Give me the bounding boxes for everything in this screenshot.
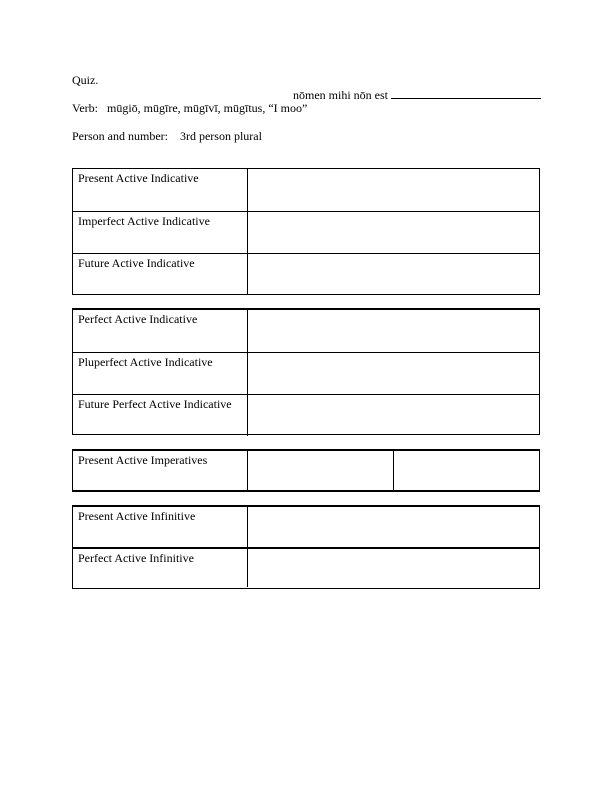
table-row bbox=[73, 169, 539, 211]
answer-cell-present-active-infinitive[interactable] bbox=[248, 507, 539, 547]
table-row bbox=[73, 507, 539, 547]
answer-cell-present-active-indicative[interactable] bbox=[248, 169, 539, 211]
perfect-system-table bbox=[72, 308, 540, 435]
answer-cell-perfect-active-indicative[interactable] bbox=[248, 310, 539, 352]
row-label: Perfect Active Infinitive bbox=[73, 549, 248, 587]
row-label: Pluperfect Active Indicative bbox=[73, 353, 248, 394]
table-row bbox=[73, 547, 539, 587]
table-row bbox=[73, 352, 539, 394]
verb-line: Verb: mūgiō, mūgīre, mūgīvī, mūgītus, “I moo” bbox=[72, 101, 308, 115]
row-label: Imperfect Active Indicative bbox=[73, 212, 248, 253]
table-row bbox=[73, 451, 539, 490]
name-label: nōmen mihi nōn est bbox=[293, 88, 388, 102]
present-system-table bbox=[72, 168, 540, 295]
answer-cell-perfect-active-infinitive[interactable] bbox=[248, 549, 539, 587]
answer-cell-future-active-indicative[interactable] bbox=[248, 254, 539, 295]
table-row bbox=[73, 253, 539, 295]
row-label: Present Active Indicative bbox=[73, 169, 248, 211]
row-label: Present Active Infinitive bbox=[73, 507, 248, 547]
row-label: Present Active Imperatives bbox=[73, 451, 248, 490]
row-label: Future Perfect Active Indicative bbox=[73, 395, 248, 436]
answer-cell-imperative-singular[interactable] bbox=[248, 451, 394, 490]
answer-cell-future-perfect-active-indicative[interactable] bbox=[248, 395, 539, 436]
table-row bbox=[73, 211, 539, 253]
person-number-line: Person and number: 3rd person plural bbox=[72, 129, 262, 143]
answer-cell-imperfect-active-indicative[interactable] bbox=[248, 212, 539, 253]
quiz-title: Quiz. bbox=[72, 73, 99, 87]
infinitives-table bbox=[72, 505, 540, 589]
answer-cell-imperative-plural[interactable] bbox=[394, 451, 539, 490]
name-blank-input[interactable] bbox=[391, 87, 541, 99]
name-field-row bbox=[287, 73, 541, 102]
imperatives-table bbox=[72, 449, 540, 492]
row-label: Future Active Indicative bbox=[73, 254, 248, 295]
answer-cell-pluperfect-active-indicative[interactable] bbox=[248, 353, 539, 394]
row-label: Perfect Active Indicative bbox=[73, 310, 248, 352]
table-row bbox=[73, 310, 539, 352]
table-row bbox=[73, 394, 539, 436]
